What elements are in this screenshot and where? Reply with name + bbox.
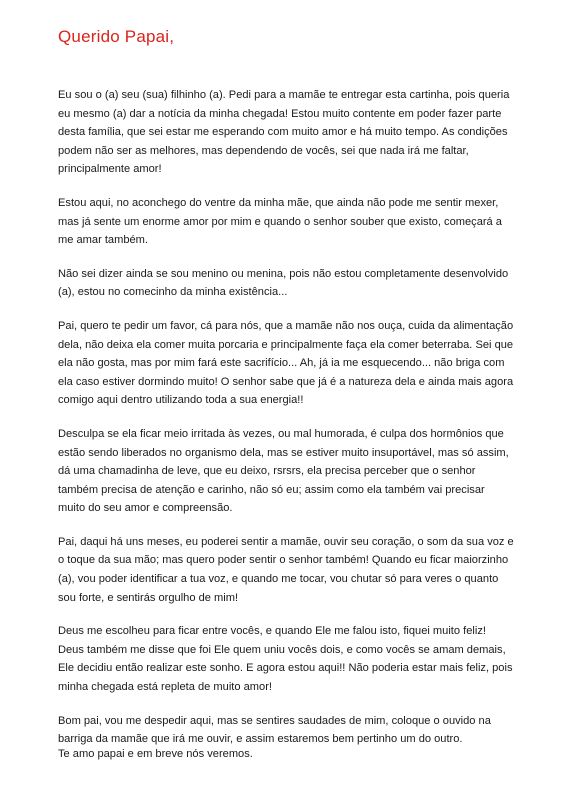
letter-paragraph: Estou aqui, no aconchego do ventre da minha mãe, que ainda não pode me sentir mexer, mas já sente um enorme amor por mim e quando o senhor souber que existo, começará a me amar também. bbox=[58, 196, 502, 247]
letter-body bbox=[58, 86, 514, 764]
letter-paragraph: Bom pai, vou me despedir aqui, mas se sentires saudades de mim, coloque o ouvido na barriga da mamãe que irá me ouvir, e assim estaremos bem pertinho um do outro. bbox=[58, 714, 491, 746]
letter-paragraph: Pai, daqui há uns meses, eu poderei sentir a mamãe, ouvir seu coração, o som da sua voz e o toque da sua mão; mas quero poder sentir o senhor também! Quando eu ficar maiorzinho (a), vou poder identificar a tua voz, e quando me tocar, vou chutar só para veres o quanto sou forte, e sentirás orgulho de mim! bbox=[58, 535, 514, 604]
letter-paragraph: Desculpa se ela ficar meio irritada às vezes, ou mal humorada, é culpa dos hormônios que estão sendo liberados no organismo dela, mas se estiver muito insuportável, mas só assim, dá uma chamadinha de leve, que eu deixo, rsrsrs, ela precisa perceber que o senhor também precisa de atenção e carinho, não só eu; assim como ela também vai precisar muito do seu amor e compreensão. bbox=[58, 427, 509, 515]
letter-paragraph: Eu sou o (a) seu (sua) filhinho (a). Pedi para a mamãe te entregar esta cartinha, pois queria eu mesmo (a) dar a notícia da minha chegada! Estou muito contente em poder fazer parte desta família, que sei estar me esperando com muito amor e há muito tempo. As condições podem não ser as melhores, mas dependendo de vocês, sei que nada irá me faltar, principalmente amor! bbox=[58, 89, 510, 176]
letter-paragraph: Deus me escolheu para ficar entre vocês, e quando Ele me falou isto, fiquei muito feliz! Deus também me disse que foi Ele quem uniu vocês dois, e como vocês se amam demais, Ele decidiu então realizar este sonho. E agora estou aqui!! Não poderia estar mais feliz, pois minha chegada está repleta de muito amor! bbox=[58, 625, 513, 694]
letter-paragraph: Não sei dizer ainda se sou menino ou menina, pois não estou completamente desenvolvido (a), estou no comecinho da minha existência... bbox=[58, 267, 509, 299]
letter-greeting: Querido Papai, bbox=[58, 27, 175, 46]
letter-closing: Te amo papai e em breve nós veremos. bbox=[58, 748, 253, 760]
letter-paragraph: Pai, quero te pedir um favor, cá para nós, que a mamãe não nos ouça, cuida da alimentação dela, não deixa ela comer muita porcaria e principalmente faça ela comer beterraba. Sei que ela não gosta, mas por mim fará este sacrifício... Ah, já ia me esquecendo... não briga com ela caso estiver dormindo muito! O senhor sabe que já é a natureza dela e ainda mais agora comigo aqui dentro utilizando toda a sua energia!! bbox=[58, 319, 514, 407]
